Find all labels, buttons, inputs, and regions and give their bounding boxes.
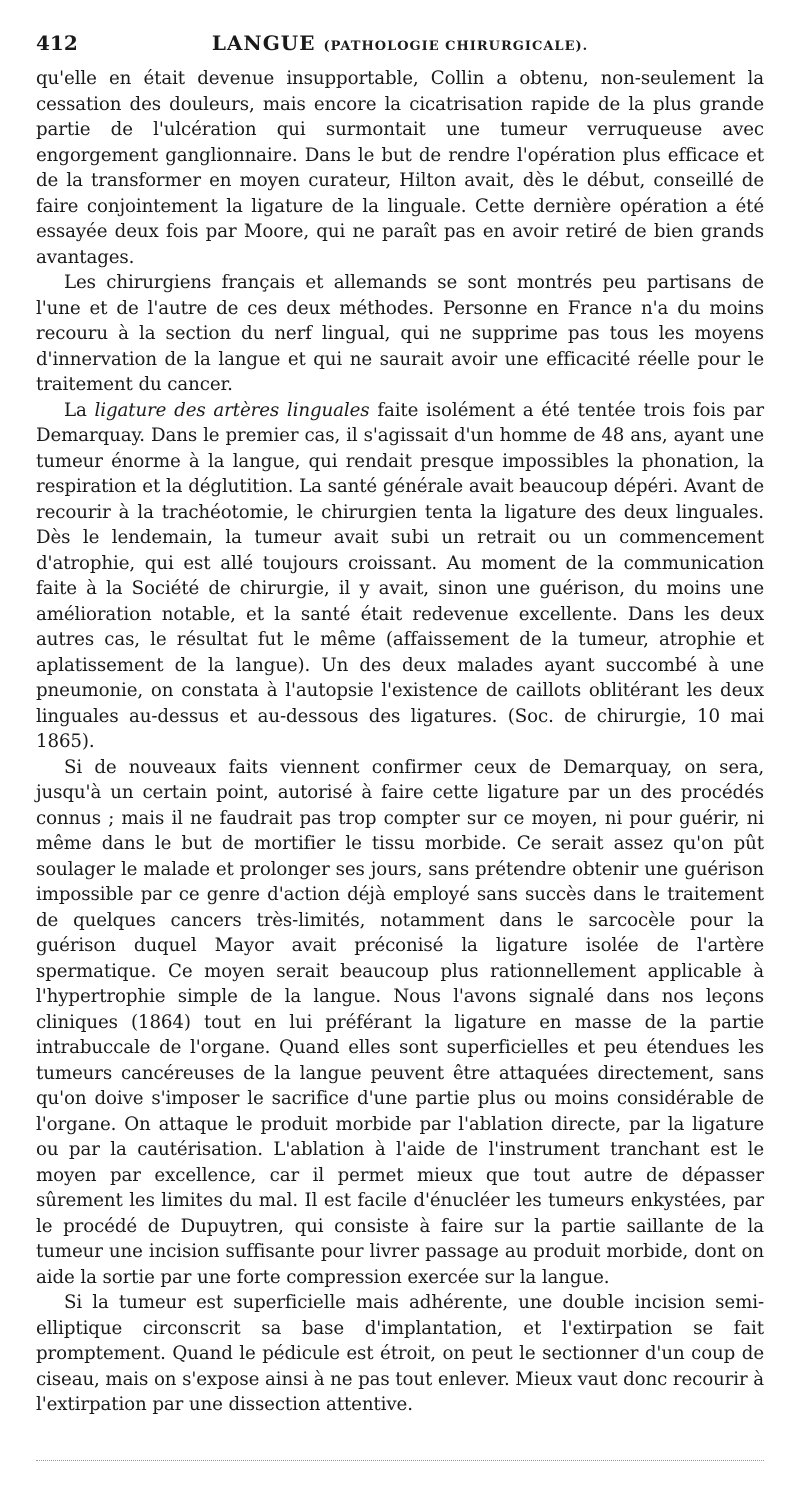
paragraph-1: qu'elle en était devenue insupportable, Collin a obtenu, non-seulement la cessation des douleurs, mais encore la cicatrisation rapide de la plus grande partie de l'ulcération qui surmontait une tumeur verruqueuse avec engorgement ganglionnaire. Dans le but de rendre l'opération plus efficace et de la transformer en moyen curateur, Hilton avait, dès le début, conseillé de faire conjointement la ligature de la linguale. Cette dernière opération a été essayée deux fois par Moore, qui ne paraît pas en avoir retiré de bien grands avantages. bbox=[36, 68, 764, 268]
page-header bbox=[36, 30, 764, 60]
paragraph-4: Si de nouveaux faits viennent confirmer ceux de Demarquay, on sera, jusqu'à un certain point, autorisé à faire cette ligature par un des procédés connus ; mais il ne faudrait pas trop compter sur ce moyen, ni pour guérir, ni même dans le but de mortifier le tissu morbide. Ce serait assez qu'on pût soulager le malade et prolonger ses jours, sans prétendre obtenir une guérison impossible par ce genre d'action déjà employé sans succès dans le traitement de quelques cancers très-limités, notamment dans le sarcocèle pour la guérison duquel Mayor avait préconisé la ligature isolée de l'artère spermatique. Ce moyen serait beaucoup plus rationnellement applicable à l'hypertrophie simple de la langue. Nous l'avons signalé dans nos leçons cliniques (1864) tout en lui préférant la ligature en masse de la partie intrabuccale de l'organe. Quand elles sont superficielles et peu étendues les tumeurs cancéreuses de la langue peuvent être attaquées directement, sans qu'on doive s'imposer le sacrifice d'une partie plus ou moins considérable de l'organe. On attaque le produit morbide par l'ablation directe, par la ligature ou par la cautérisation. L'ablation à l'aide de l'instrument tranchant est le moyen par excellence, car il permet mieux que tout autre de dépasser sûrement les limites du mal. Il est facile d'énucléer les tumeurs enkystées, par le procédé de Dupuytren, qui consiste à faire sur la partie saillante de la tumeur une incision suffisante pour livrer passage au produit morbide, dont on aide la sortie par une forte compression exercée sur la langue. bbox=[36, 756, 764, 1288]
paragraph-3-lead: La bbox=[64, 399, 95, 421]
page-number: 412 bbox=[36, 31, 78, 55]
paragraph-2: Les chirurgiens français et allemands se sont montrés peu partisans de l'une et de l'autre de ces deux méthodes. Personne en France n'a du moins recouru à la section du nerf lingual, qui ne supprime pas tous les moyens d'innervation de la langue et qui ne saurait avoir une efficacité réelle pour le traitement du cancer. bbox=[36, 272, 764, 395]
paragraph-3-text: faite isolément a été tentée trois fois par Demarquay. Dans le premier cas, il s'agissait d'un homme de 48 ans, ayant une tumeur énorme à la langue, qui rendait presque impossibles la phonation, la respiration et la déglutition. La santé générale avait beaucoup dépéri. Avant de recourir à la trachéotomie, le chirurgien tenta la ligature des deux linguales. Dès le lendemain, la tumeur avait subi un retrait ou un commencement d'atrophie, qui est allé toujours croissant. Au moment de la communication faite à la Société de chirurgie, il y avait, sinon une guérison, du moins une amélioration notable, et la santé était redevenue excellente. Dans les deux autres cas, le résultat fut le même (affaissement de la tumeur, atrophie et aplatissement de la langue). Un des deux malades ayant succombé à une pneumonie, on constata à l'autopsie l'existence de caillots oblitérant les deux linguales au-dessus et au-dessous des ligatures. (Soc. de chirurgie, 10 mai 1865). bbox=[36, 399, 765, 752]
running-title-sub: (PATHOLOGIE CHIRURGICALE). bbox=[323, 39, 589, 54]
body-text bbox=[36, 66, 764, 1418]
paragraph-3 bbox=[36, 398, 764, 755]
running-title-main: LANGUE bbox=[211, 31, 316, 55]
paragraph-5: Si la tumeur est superficielle mais adhérente, une double incision semi-elliptique circonscrit sa base d'implantation, et l'extirpation se fait promptement. Quand le pédicule est étroit, on peut le sectionner d'un coup de ciseau, mais on s'expose ainsi à ne pas tout enlever. Mieux vaut donc recourir à l'extirpation par une dissection attentive. bbox=[36, 1292, 764, 1415]
running-title bbox=[96, 30, 704, 60]
paragraph-3-emphasis: ligature des artères linguales bbox=[94, 399, 370, 421]
footer-rule bbox=[36, 1460, 764, 1461]
